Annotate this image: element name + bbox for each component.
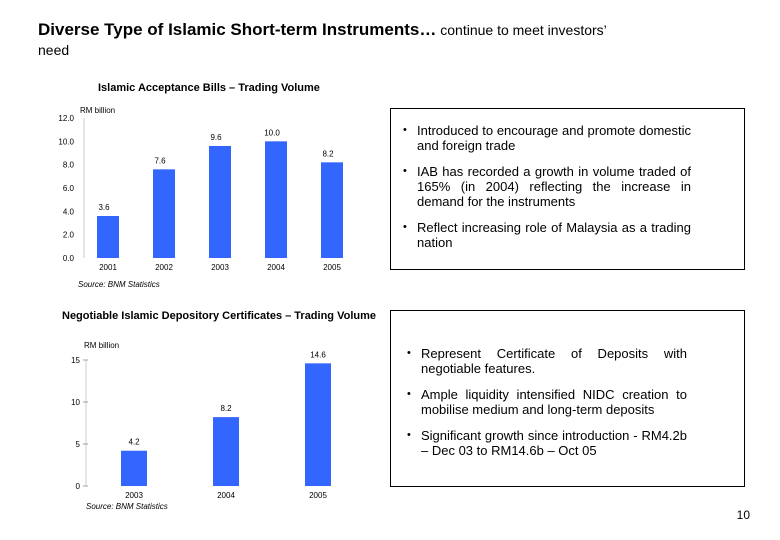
chart1-bar bbox=[209, 146, 231, 258]
chart2-value-label: 14.6 bbox=[310, 350, 326, 360]
iab-bullet-1: • Introduced to encourage and promote domestic and foreign trade bbox=[401, 123, 691, 153]
chart1-title: Islamic Acceptance Bills – Trading Volume bbox=[98, 82, 320, 94]
chart1-ytick: 0.0 bbox=[62, 254, 74, 263]
chart1-value-label: 3.6 bbox=[98, 203, 110, 212]
chart2-bar bbox=[121, 451, 147, 486]
nidc-bullet-3: • Significant growth since introduction - RM4.2b – Dec 03 to RM14.6b – Oct 05 bbox=[405, 428, 687, 458]
chart1-xtick: 2005 bbox=[323, 263, 341, 272]
nidc-notes-box bbox=[390, 310, 745, 487]
chart1-xtick: 2002 bbox=[155, 263, 173, 272]
chart1-value-label: 9.6 bbox=[210, 133, 222, 142]
chart1-ytick: 8.0 bbox=[62, 160, 74, 170]
page-title-main: Diverse Type of Islamic Short-term Instruments… bbox=[38, 20, 437, 39]
nidc-bullet-1: • Represent Certificate of Deposits with negotiable features. bbox=[405, 346, 687, 376]
chart2-ytick: 10 bbox=[71, 398, 80, 407]
page-number: 10 bbox=[736, 508, 750, 522]
page-title-sub: continue to meet investors’ bbox=[436, 22, 607, 38]
chart2-bar bbox=[305, 363, 331, 486]
chart1-bar bbox=[97, 216, 119, 258]
chart2-xtick: 2005 bbox=[309, 491, 327, 500]
chart2-title: Negotiable Islamic Depository Certificates – Trading Volume bbox=[62, 310, 376, 322]
chart1-ytick: 4.0 bbox=[62, 207, 74, 217]
chart2-ytick: 5 bbox=[75, 440, 80, 449]
chart1-bar bbox=[265, 141, 287, 258]
chart1-xtick: 2004 bbox=[267, 263, 285, 272]
chart2-source: Source: BNM Statistics bbox=[86, 502, 168, 511]
chart2-value-label: 8.2 bbox=[220, 404, 232, 414]
page-title-continued: need bbox=[38, 42, 70, 58]
chart1-ytick: 6.0 bbox=[62, 184, 74, 193]
chart2-xtick: 2003 bbox=[125, 491, 143, 500]
chart1-ytick: 10.0 bbox=[58, 137, 74, 147]
page-title bbox=[38, 20, 607, 40]
chart1 bbox=[48, 100, 378, 285]
chart2-unit-label: RM billion bbox=[84, 341, 120, 350]
chart1-bar bbox=[153, 169, 175, 258]
iab-bullet-2: • IAB has recorded a growth in volume traded of 165% (in 2004) reflecting the increase in demand for the instruments bbox=[401, 164, 691, 209]
chart1-value-label: 8.2 bbox=[322, 149, 334, 159]
chart2-ytick: 0 bbox=[75, 482, 80, 491]
chart2-ytick: 15 bbox=[71, 356, 80, 365]
iab-bullet-3: • Reflect increasing role of Malaysia as a trading nation bbox=[401, 220, 691, 250]
chart1-value-label: 10.0 bbox=[264, 128, 280, 138]
chart2-bar bbox=[213, 417, 239, 486]
chart1-bar bbox=[321, 162, 343, 258]
iab-notes-box bbox=[390, 108, 745, 270]
chart2-value-label: 4.2 bbox=[128, 437, 140, 447]
chart1-source: Source: BNM Statistics bbox=[78, 280, 160, 289]
chart2-xtick: 2004 bbox=[217, 491, 235, 500]
nidc-bullet-2: • Ample liquidity intensified NIDC creation to mobilise medium and long-term deposits bbox=[405, 387, 687, 417]
chart1-xtick: 2003 bbox=[211, 263, 229, 272]
chart1-ytick: 12.0 bbox=[58, 114, 74, 123]
chart1-xtick: 2001 bbox=[99, 263, 117, 272]
chart1-ytick: 2.0 bbox=[62, 230, 74, 240]
chart1-value-label: 7.6 bbox=[154, 156, 166, 166]
chart2 bbox=[58, 336, 378, 506]
chart1-unit-label: RM billion bbox=[80, 106, 116, 115]
